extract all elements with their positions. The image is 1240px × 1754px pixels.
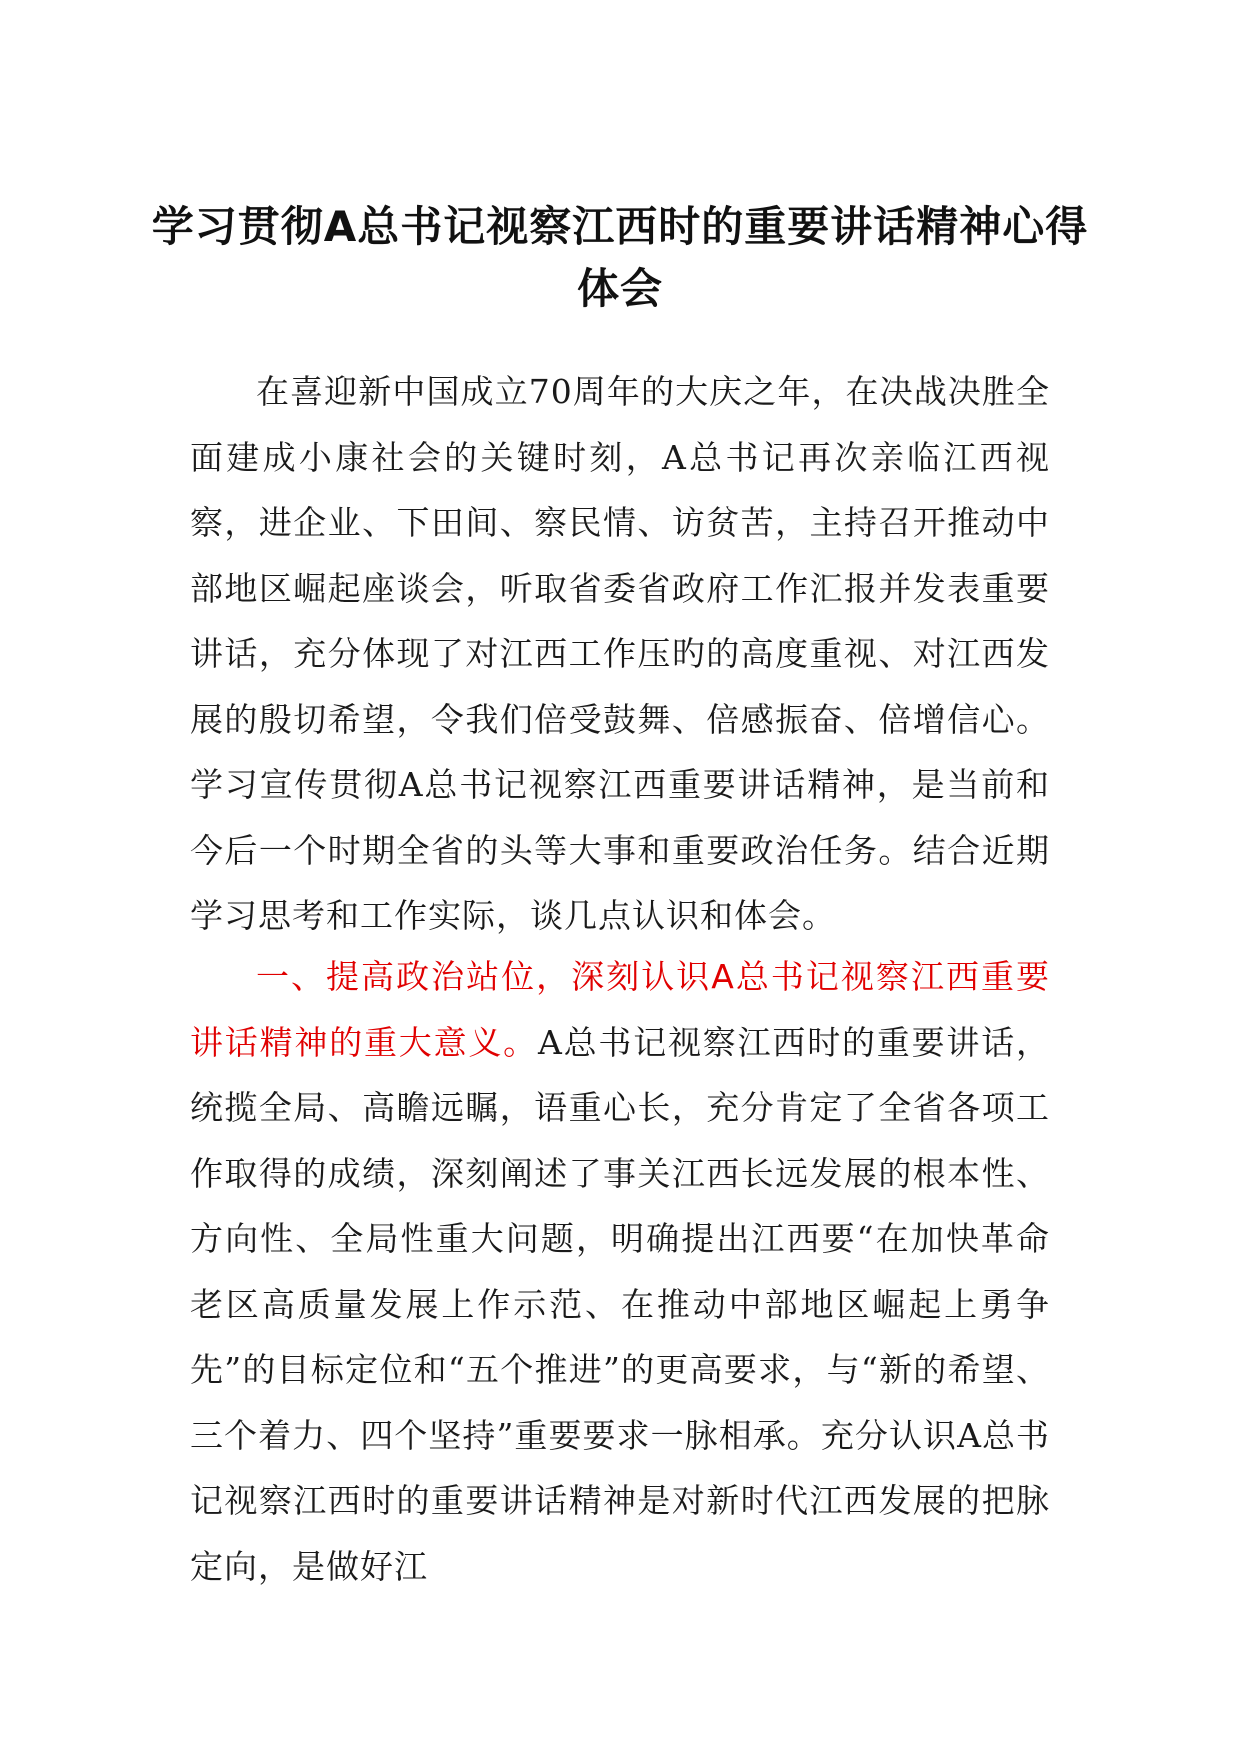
- intro-paragraph: 在喜迎新中国成立70周年的大庆之年，在决战决胜全面建成小康社会的关键时刻，A总书记再次亲临江西视察，进企业、下田间、察民情、访贫苦，主持召开推动中部地区崛起座谈会，听取省委省政府工作汇报并发表重要讲话，充分体现了对江西工作压旳的高度重视、对江西发展的殷切希望，令我们倍受鼓舞、倍感振奋、倍增信心。学习宣传贯彻A总书记视察江西重要讲话精神，是当前和今后一个时期全省的头等大事和重要政治任务。结合近期学习思考和工作实际，谈几点认识和体会。: [190, 372, 1050, 935]
- section-1-body: A总书记视察江西时的重要讲话，统揽全局、高瞻远瞩，语重心长，充分肯定了全省各项工作取得的成绩，深刻阐述了事关江西长远发展的根本性、方向性、全局性重大问题，明确提出江西要“在加快革命老区高质量发展上作示范、在推动中部地区崛起上勇争先”的目标定位和“五个推进”的更高要求，与“新的希望、三个着力、四个坚持”重要要求一脉相承。充分认识A总书记视察江西时的重要讲话精神是对新时代江西发展的把脉定向，是做好江: [190, 1022, 1050, 1586]
- document-title: 学习贯彻A总书记视察江西时的重要讲话精神心得体会: [151, 202, 1089, 313]
- section-1-paragraph: [190, 944, 1050, 1599]
- section-1-heading: 一、提高政治站位，深刻认识A总书记视察江西重要讲话精神的重大意义。: [190, 957, 1050, 1062]
